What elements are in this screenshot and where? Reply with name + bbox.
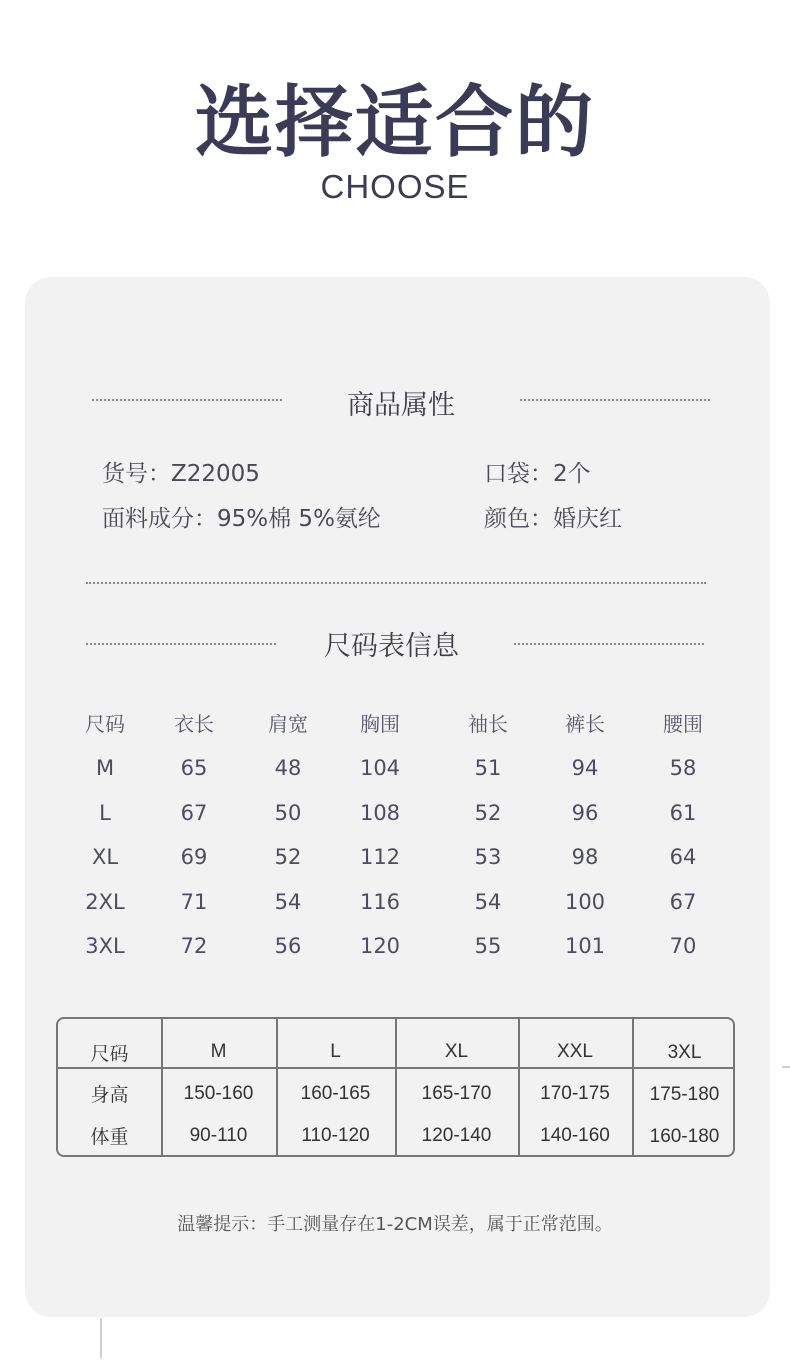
table-divider (58, 1067, 733, 1069)
fit-cell: 160-165 (300, 1083, 371, 1104)
header-cell: 衣长 (174, 712, 214, 736)
table-row (55, 845, 735, 875)
table-cell: 61 (669, 801, 697, 825)
table-row (55, 890, 735, 920)
fit-row-label: 体重 (90, 1127, 129, 1148)
table-cell: 112 (359, 845, 401, 869)
table-cell: 53 (474, 845, 502, 869)
fit-table (56, 1017, 735, 1157)
table-cell: 52 (274, 845, 302, 869)
fit-header-cell: M (210, 1041, 227, 1062)
pocket-count: 口袋：2个 (484, 461, 591, 487)
table-cell: 101 (564, 934, 606, 958)
table-cell: 72 (180, 934, 208, 958)
table-cell: 96 (571, 801, 599, 825)
table-cell: M (95, 756, 115, 780)
fabric-composition: 面料成分：95%棉 5%氨纶 (102, 506, 381, 532)
table-cell: 67 (669, 890, 697, 914)
table-cell: 65 (180, 756, 208, 780)
table-cell: 58 (669, 756, 697, 780)
measurement-note: 温馨提示：手工测量存在1-2CM误差，属于正常范围。 (177, 1214, 613, 1235)
table-cell: 64 (669, 845, 697, 869)
table-row (55, 756, 735, 786)
fit-cell: 90-110 (189, 1125, 248, 1146)
table-row (55, 934, 735, 964)
table-cell: 54 (274, 890, 302, 914)
table-cell: L (99, 801, 111, 825)
divider-dots-left (92, 399, 282, 401)
section-divider (86, 582, 706, 584)
table-cell: 48 (274, 756, 302, 780)
table-cell: 67 (180, 801, 208, 825)
header-cell: 腰围 (663, 712, 703, 736)
table-cell: 50 (274, 801, 302, 825)
header-cell: 尺码 (85, 712, 125, 736)
fit-cell: 175-180 (649, 1084, 720, 1105)
table-cell: 56 (274, 934, 302, 958)
table-cell: 108 (359, 801, 401, 825)
header-cell: 胸围 (360, 712, 400, 736)
table-cell: 100 (564, 890, 606, 914)
table-cell: 51 (474, 756, 502, 780)
fit-header-cell: 尺码 (90, 1044, 129, 1065)
divider-dots-right (514, 643, 704, 645)
divider-dots-left (86, 643, 276, 645)
fit-cell: 110-120 (301, 1125, 370, 1146)
size-chart-header (55, 708, 735, 738)
fit-header-cell: XL (444, 1041, 469, 1062)
table-cell: 54 (474, 890, 502, 914)
fit-cell: 140-160 (540, 1125, 610, 1146)
header-cell: 裤长 (565, 712, 605, 736)
table-cell: 120 (359, 934, 401, 958)
table-cell: 3XL (85, 934, 125, 958)
decorative-line (100, 1318, 102, 1358)
fit-header-cell: 3XL (667, 1042, 702, 1063)
table-cell: 55 (474, 934, 502, 958)
table-cell: XL (91, 845, 119, 869)
table-cell: 116 (359, 890, 401, 914)
fit-header-cell: XXL (557, 1041, 593, 1062)
fit-row-label: 身高 (90, 1085, 129, 1106)
fit-cell: 170-175 (540, 1083, 610, 1104)
table-cell: 71 (180, 890, 208, 914)
table-cell: 94 (571, 756, 599, 780)
info-card (25, 277, 770, 1317)
page-subtitle: CHOOSE (320, 168, 470, 205)
size-info-title: 尺码表信息 (324, 631, 459, 662)
fit-cell: 160-180 (649, 1126, 720, 1147)
table-row (55, 801, 735, 831)
item-number: 货号：Z22005 (102, 461, 260, 487)
product-color: 颜色：婚庆红 (484, 506, 622, 532)
fit-cell: 165-170 (421, 1083, 492, 1104)
attributes-title: 商品属性 (347, 390, 455, 421)
table-cell: 70 (669, 934, 697, 958)
decorative-line (782, 1066, 790, 1068)
table-cell: 98 (571, 845, 599, 869)
table-cell: 69 (180, 845, 208, 869)
page-title: 选择适合的 (194, 78, 595, 168)
divider-dots-right (520, 399, 710, 401)
fit-cell: 120-140 (421, 1125, 492, 1146)
fit-cell: 150-160 (183, 1083, 254, 1104)
fit-header-cell: L (330, 1041, 341, 1062)
header-cell: 袖长 (468, 712, 508, 736)
table-cell: 52 (474, 801, 502, 825)
table-cell: 104 (359, 756, 401, 780)
header-cell: 肩宽 (268, 712, 308, 736)
table-cell: 2XL (85, 890, 125, 914)
